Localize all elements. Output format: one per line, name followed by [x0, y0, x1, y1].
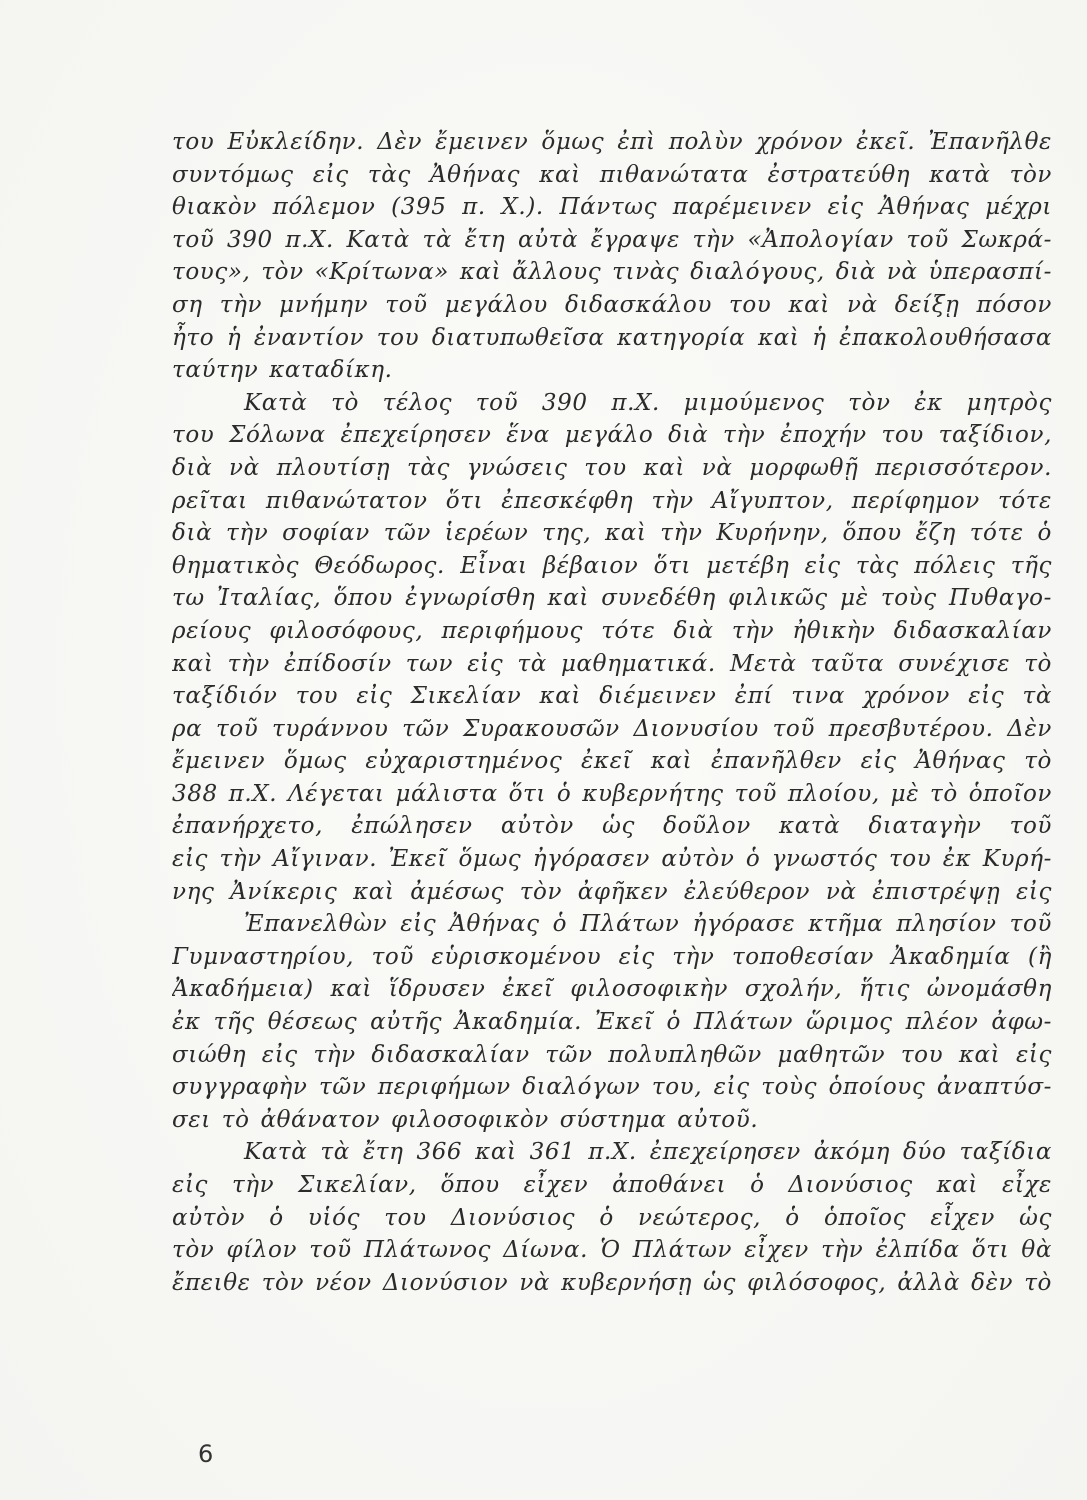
- text-line: Γυμναστηρίου, τοῦ εὑρισκομένου εἰς τὴν τοποθεσίαν Ἀκαδημία (ἢ: [172, 943, 1052, 970]
- text-line: 388 π.Χ. Λέγεται μάλιστα ὅτι ὁ κυβερνήτης τοῦ πλοίου, μὲ τὸ ὁποῖον: [172, 780, 1052, 807]
- text-line: ση τὴν μνήμην τοῦ μεγάλου διδασκάλου του καὶ νὰ δείξῃ πόσον: [172, 291, 1052, 318]
- text-line: Κατὰ τὸ τέλος τοῦ 390 π.Χ. μιμούμενος τὸν ἐκ μητρὸς: [244, 389, 1052, 416]
- text-line: τω Ἰταλίας, ὅπου ἐγνωρίσθη καὶ συνεδέθη φιλικῶς μὲ τοὺς Πυθαγο-: [172, 585, 1052, 612]
- text-line: ταύτην καταδίκη.: [172, 357, 393, 384]
- text-line: αὐτὸν ὁ υἱός του Διονύσιος ὁ νεώτερος, ὁ ὁποῖος εἶχεν ὡς: [172, 1204, 1052, 1231]
- text-line: ἦτο ἡ ἐναντίον του διατυπωθεῖσα κατηγορία καὶ ἡ ἐπακολουθήσασα: [172, 324, 1052, 351]
- text-line: ταξίδιόν του εἰς Σικελίαν καὶ διέμεινεν ἐπί τινα χρόνον εἰς τὰ: [172, 683, 1052, 710]
- text-line: σιώθη εἰς τὴν διδασκαλίαν τῶν πολυπληθῶν μαθητῶν του καὶ εἰς: [172, 1041, 1052, 1068]
- text-line: Ἀκαδήμεια) καὶ ἵδρυσεν ἐκεῖ φιλοσοφικὴν σχολήν, ἥτις ὠνομάσθη: [172, 976, 1052, 1003]
- text-line: εἰς τὴν Αἴγιναν. Ἐκεῖ ὅμως ἠγόρασεν αὐτὸν ὁ γνωστός του ἐκ Κυρή-: [172, 846, 1052, 873]
- text-line: θηματικὸς Θεόδωρος. Εἶναι βέβαιον ὅτι μετέβη εἰς τὰς πόλεις τῆς: [172, 552, 1052, 579]
- text-line: συντόμως εἰς τὰς Ἀθήνας καὶ πιθανώτατα ἐστρατεύθη κατὰ τὸν: [172, 161, 1052, 188]
- text-line: εἰς τὴν Σικελίαν, ὅπου εἶχεν ἀποθάνει ὁ Διονύσιος καὶ εἶχε: [172, 1172, 1052, 1198]
- text-line: ρείους φιλοσόφους, περιφήμους τότε διὰ τὴν ἠθικὴν διδασκαλίαν: [172, 617, 1052, 644]
- text-line: τὸν φίλον τοῦ Πλάτωνος Δίωνα. Ὁ Πλάτων εἶχεν τὴν ἐλπίδα ὅτι θὰ: [172, 1237, 1052, 1264]
- text-line: ἐκ τῆς θέσεως αὐτῆς Ἀκαδημία. Ἐκεῖ ὁ Πλάτων ὥριμος πλέον ἀφω-: [172, 1009, 1052, 1036]
- text-line: ἔπειθε τὸν νέον Διονύσιον νὰ κυβερνήσῃ ὡς φιλόσοφος, ἀλλὰ δὲν τὸ: [172, 1269, 1052, 1296]
- text-line: ἐπανήρχετο, ἐπώλησεν αὐτὸν ὡς δοῦλον κατὰ διαταγὴν τοῦ: [172, 813, 1052, 840]
- text-line: Ἐπανελθὼν εἰς Ἀθήνας ὁ Πλάτων ἠγόρασε κτῆμα πλησίον τοῦ: [244, 911, 1052, 938]
- text-line: τους», τὸν «Κρίτωνα» καὶ ἄλλους τινὰς διαλόγους, διὰ νὰ ὑπερασπί-: [172, 259, 1052, 286]
- text-line: Κατὰ τὰ ἔτη 366 καὶ 361 π.Χ. ἐπεχείρησεν ἀκόμη δύο ταξίδια: [244, 1139, 1052, 1166]
- text-line: του Εὐκλείδην. Δὲν ἔμεινεν ὅμως ἐπὶ πολὺν χρόνον ἐκεῖ. Ἐπανῆλθε: [172, 129, 1052, 155]
- text-line: ρα τοῦ τυράννου τῶν Συρακουσῶν Διονυσίου τοῦ πρεσβυτέρου. Δὲν: [172, 715, 1052, 742]
- text-line: ἔμεινεν ὅμως εὐχαριστημένος ἐκεῖ καὶ ἐπανῆλθεν εἰς Ἀθήνας τὸ: [172, 748, 1052, 775]
- text-line: ρεῖται πιθανώτατον ὅτι ἐπεσκέφθη τὴν Αἴγυπτον, περίφημον τότε: [172, 487, 1052, 514]
- text-line: νης Ἀνίκερις καὶ ἀμέσως τὸν ἀφῆκεν ἐλεύθερον νὰ ἐπιστρέψῃ εἰς: [172, 878, 1052, 905]
- page-number: 6: [198, 1440, 214, 1468]
- text-line: συγγραφὴν τῶν περιφήμων διαλόγων του, εἰς τοὺς ὁποίους ἀναπτύσ-: [172, 1074, 1052, 1101]
- text-line: διὰ νὰ πλουτίσῃ τὰς γνώσεις του καὶ νὰ μορφωθῇ περισσότερον.: [172, 454, 1052, 481]
- body-text: [172, 126, 1052, 1299]
- text-line: καὶ τὴν ἐπίδοσίν των εἰς τὰ μαθηματικά. Μετὰ ταῦτα συνέχισε τὸ: [172, 650, 1052, 677]
- text-line: διὰ τὴν σοφίαν τῶν ἱερέων της, καὶ τὴν Κυρήνην, ὅπου ἔζη τότε ὁ: [172, 520, 1052, 547]
- text-line: θιακὸν πόλεμον (395 π. Χ.). Πάντως παρέμεινεν εἰς Ἀθήνας μέχρι: [172, 194, 1052, 221]
- text-line: σει τὸ ἀθάνατον φιλοσοφικὸν σύστημα αὐτοῦ.: [172, 1106, 759, 1133]
- text-line: τοῦ 390 π.Χ. Κατὰ τὰ ἔτη αὐτὰ ἔγραψε τὴν «Ἀπολογίαν τοῦ Σωκρά-: [172, 226, 1052, 253]
- text-line: του Σόλωνα ἐπεχείρησεν ἕνα μεγάλο διὰ τὴν ἐποχήν του ταξίδιον,: [172, 422, 1052, 449]
